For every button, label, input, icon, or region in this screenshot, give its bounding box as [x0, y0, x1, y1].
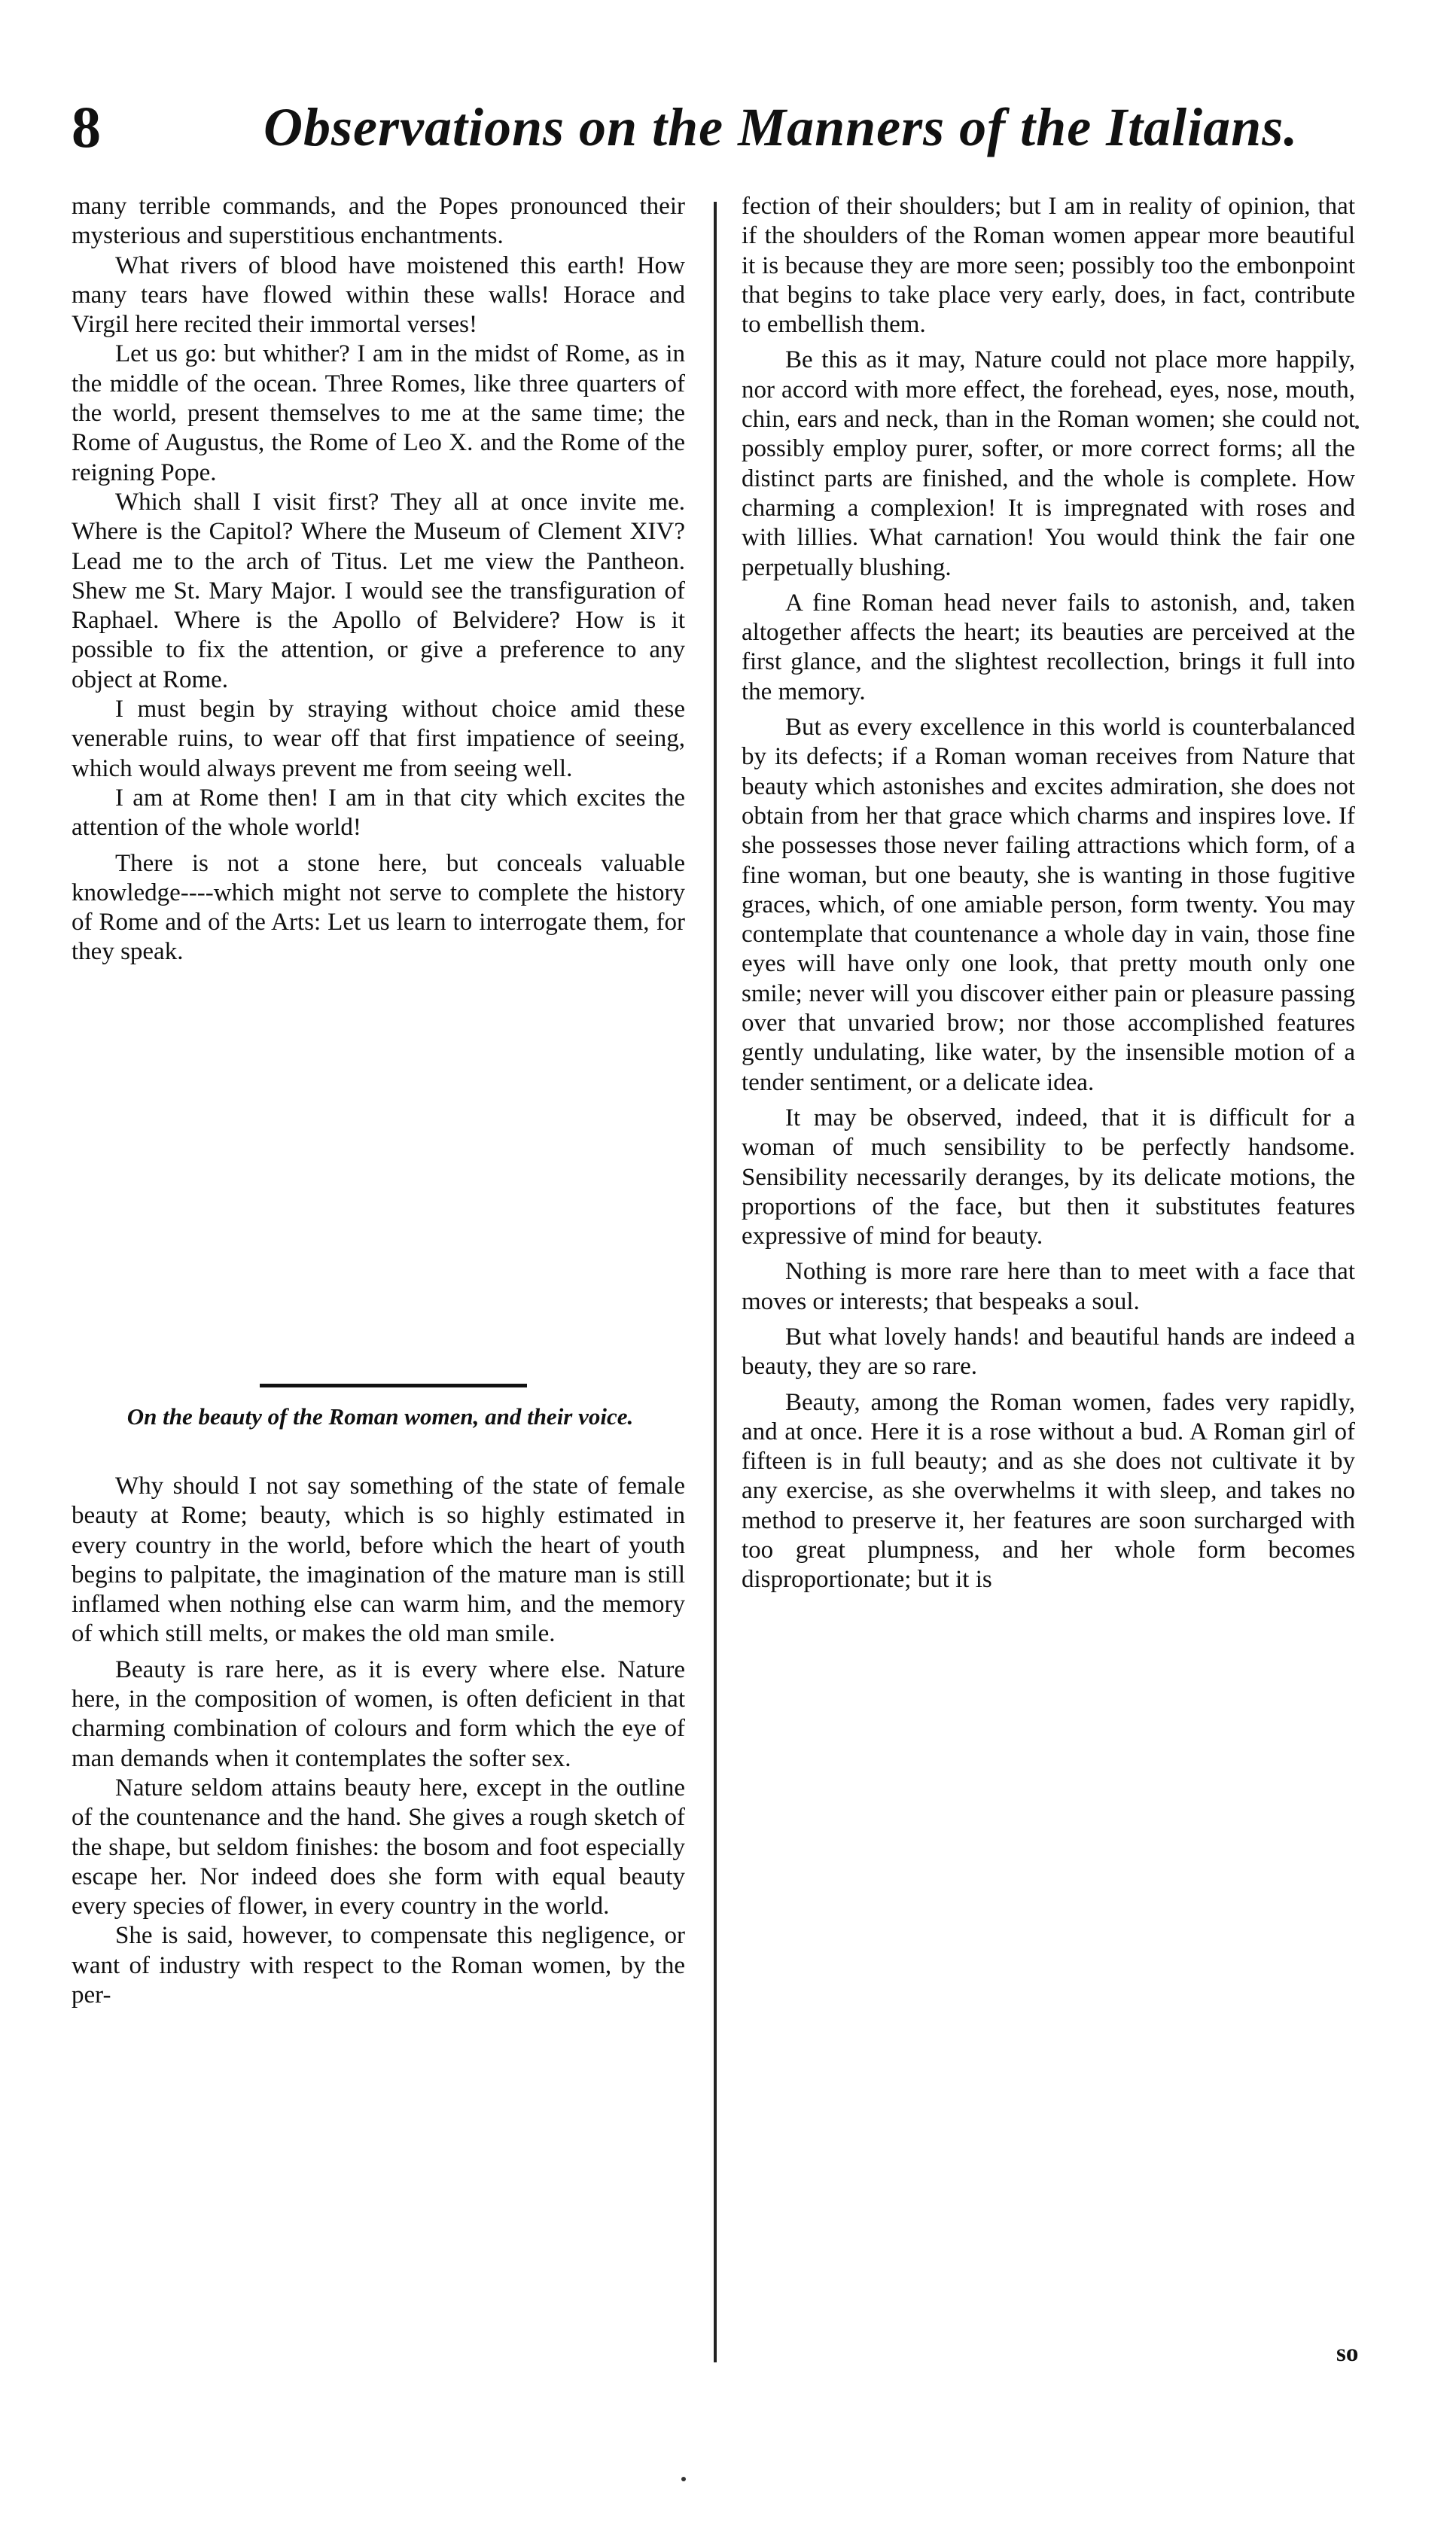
paragraph: many terrible commands, and the Popes pronounced their mysterious and superstitious enchantments. — [72, 193, 685, 250]
paragraph: Nothing is more rare here than to meet with a face that moves or interests; that bespeaks a soul. — [742, 1258, 1355, 1315]
page-number: 8 — [72, 94, 101, 160]
right-column — [742, 192, 1355, 1595]
catchword: so — [1336, 2340, 1359, 2367]
paragraph: Nature seldom attains beauty here, except in the outline of the countenance and the hand. She gives a rough sketch of the shape, but seldom finishes: the bosom and foot especially escape her. Nor indeed does she form with equal beauty every species of flower, in every country in the world. — [72, 1774, 685, 1920]
paragraph: There is not a stone here, but conceals valuable knowledge----which might not serve to complete the history of Rome and of the Arts: Let us learn to interrogate them, for they speak. — [72, 849, 685, 966]
running-title: Observations on the Manners of the Italians. — [263, 97, 1299, 157]
paragraph: Let us go: but whither? I am in the midst of Rome, as in the middle of the ocean. Three Romes, like three quarters of the world, present themselves to me at the same time; the Rome of Augustus, the Rome of Leo X. and the Rome of the reigning Pope. — [72, 340, 685, 486]
paragraph: A fine Roman head never fails to astonish, and, taken altogether affects the heart; its beauties are perceived at the first glance, and the slightest recollection, brings it full into the memory. — [742, 589, 1355, 705]
paragraph: But as every excellence in this world is counterbalanced by its defects; if a Roman woman receives from Nature that beauty which astonishes and excites admiration, she does not obtain from her that grace which charms and inspires love. If she possesses those never failing attractions which form, of a fine woman, but one beauty, she is wanting in those fugitive graces, which, of one amiable person, form twenty. You may contemplate that countenance a whole day in vain, those fine eyes will have only one look, that pretty mouth only one smile; never will you discover either pain or pleasure passing over that unvaried brow; nor those accomplished features gently undulating, like water, by the insensible motion of a tender sentiment, or a delicate idea. — [742, 714, 1355, 1096]
ink-speck — [1355, 425, 1359, 429]
paragraph: Which shall I visit first? They all at once invite me. Where is the Capitol? Where the Museum of Clement XIV? Lead me to the arch of Titus. Let me view the Pantheon. Shew me St. Mary Major. I would see the transfiguration of Raphael. Where is the Apollo of Belvidere? How is it possible to fix the attention, or give a preference to any object at Rome. — [72, 488, 685, 693]
paragraph: Beauty is rare here, as it is every where else. Nature here, in the composition of women, is often deficient in that charming combination of colours and form which the eye of man demands when it contemplates the softer sex. — [72, 1655, 685, 1772]
paragraph: She is said, however, to compensate this negligence, or want of industry with respect to the Roman women, by the per- — [72, 1922, 685, 2009]
page-header — [72, 89, 1397, 172]
paragraph: I must begin by straying without choice amid these venerable ruins, to wear off that first impatience of seeing, which would always prevent me from seeing well. — [72, 696, 685, 782]
left-column-section — [72, 1472, 685, 2010]
section-divider-rule — [260, 1384, 527, 1387]
paragraph: Why should I not say something of the state of female beauty at Rome; beauty, which is so highly estimated in every country in the world, before which the heart of youth begins to palpitate, the imagination of the mature man is still inflamed when nothing else can warm him, and the memory of which still melts, or makes the old man smile. — [72, 1473, 685, 1648]
ink-speck — [681, 2477, 686, 2481]
paragraph: What rivers of blood have moistened this earth! How many tears have flowed within these walls! Horace and Virgil here recited their immortal verses! — [72, 251, 685, 339]
paragraph: fection of their shoulders; but I am in reality of opinion, that if the shoulders of the Roman women appear more beautiful it is because they are more seen; possibly too the embonpoint that begins to take place very early, does, in fact, contribute to embellish them. — [742, 193, 1355, 339]
section-title: On the beauty of the Roman women, and their voice. — [126, 1403, 634, 1430]
paragraph: But what lovely hands! and beautiful hands are indeed a beauty, they are so rare. — [742, 1323, 1355, 1381]
left-column — [72, 192, 685, 967]
paragraph: Beauty, among the Roman women, fades very rapidly, and at once. Here it is a rose without a bud. A Roman girl of fifteen is in full beauty; and as she does not cultivate it by any exercise, as she overwhelms it with sleep, and takes no method to preserve it, her features are soon surcharged with too great plumpness, and her whole form becomes disproportionate; but it is — [742, 1388, 1355, 1594]
paragraph: It may be observed, indeed, that it is difficult for a woman of much sensibility to be perfectly handsome. Sensibility necessarily deranges, by its delicate motions, the proportions of the face, but then it substitutes features expressive of mind for beauty. — [742, 1104, 1355, 1250]
column-divider — [714, 202, 717, 2362]
paragraph: Be this as it may, Nature could not place more happily, nor accord with more effect, the forehead, eyes, nose, mouth, chin, ears and neck, than in the Roman women; she could not possibly employ purer, softer, or more correct forms; all the distinct parts are finished, and the whole is complete. How charming a complexion! It is impregnated with roses and with lillies. What carnation! You would think the fair one perpetually blushing. — [742, 346, 1355, 581]
paragraph: I am at Rome then! I am in that city which excites the attention of the whole world! — [72, 784, 685, 842]
